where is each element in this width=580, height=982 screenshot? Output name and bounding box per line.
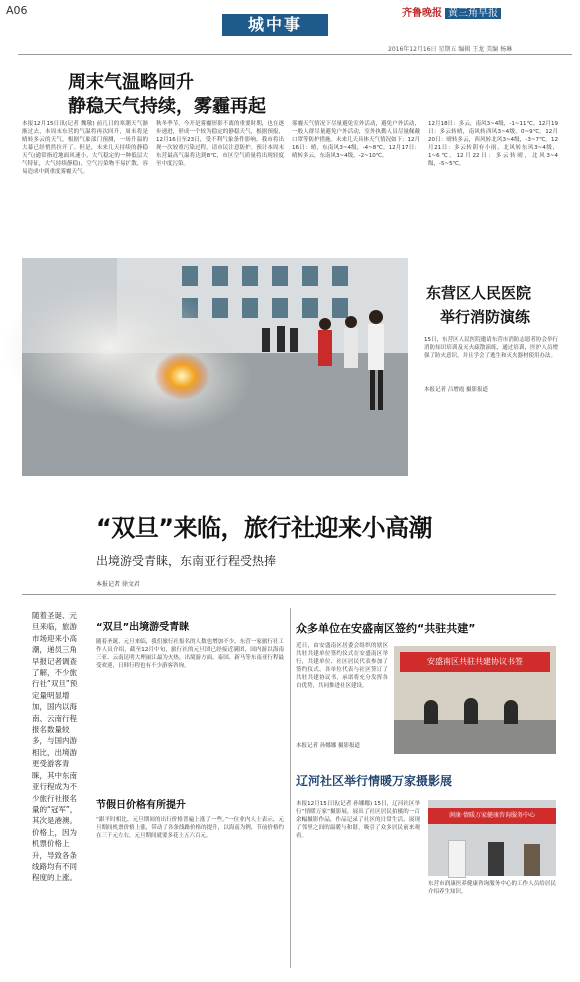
fire-drill-photo: [22, 258, 408, 476]
column-divider: [290, 608, 291, 968]
resident-2: [524, 844, 540, 876]
co-build-byline: 本报记者 孙娜娜 摄影报道: [296, 743, 360, 749]
weather-col-2: 秋冬季节，今开是雾霾形影不离的重要时期，也在逐步递进，形成一个较为稳定的静稳天气，根据预报，12月16日至23日，受不利气象条件影响，我市将出现一次较重污染过程，请市民注意防护。预计本周末东营最高气温将达到8℃，市区空气质量将出现轻度至中度污染。: [156, 121, 284, 167]
travel-subtitle: 出境游受青睐，东南亚行程受热捧: [96, 554, 277, 568]
attendee-3: [504, 700, 518, 724]
co-build-table: [394, 720, 556, 754]
travel-rule: [22, 594, 556, 595]
co-build-photo: [394, 646, 556, 754]
fire-drill-body: 15日，东营区人民医院邀请东营市消防志愿者协会举行消防知识培训及灭火疏散演练，通过培训，医护人员增强了防火意识，并且学会了逃生和灭火器材使用办法。: [424, 337, 558, 359]
weather-col-3: 雾霾天气情况下尽量避免室外活动，避免户外活动，一般人群尽量避免户外活动，室外执勤人员尽量佩戴口罩等防护措施。未来几天具体天气情况如下：12月16日：晴，东南风3~4级，-4~8℃。12月17日：晴转多云，东南风3~4级，-2~10℃。: [292, 121, 421, 159]
masthead: [402, 4, 501, 19]
attendee-1: [424, 700, 438, 724]
photo-show-photo: [428, 800, 556, 876]
masthead-name: 齐鲁晚报: [402, 8, 442, 19]
co-build-body: 近日，由安盛南区居委会组织的辖区共驻共建单位签约仪式在安盛南区举行，共建单位、社区居民代表参加了签约仪式，各单位代表与社区签订了共驻共建协议书，承诺将充分发挥各自优势，共同推进社区建设。: [296, 643, 388, 689]
fire-drill-headline-2: 举行消防演练: [440, 308, 531, 326]
photo-show-caption: 东营市润康医养健康咨询服务中心的工作人员给居民介绍养生知识。: [428, 881, 556, 895]
masthead-tag: 黄三角早报: [445, 8, 501, 19]
co-build-banner: 安盛南区共驻共建协议书签: [400, 652, 550, 672]
travel-subhead-1: “双旦”出境游受青睐: [96, 622, 190, 633]
travel-body-1: 随着圣诞、元旦来临，我们旅行社报名的人数也增加不少。东营一家旅行社工作人员介绍，截至12月中旬，旅行社的元旦团已经接近满团，国内游以海南三亚、云南昆明大理丽江最为火热，出境游方面，泰国、新马等东南亚行程最受欢迎，日韩行程也有不少游客咨询。: [96, 639, 284, 669]
fire-drill-illustration: [22, 258, 408, 476]
attendee-2: [464, 698, 478, 724]
weather-intro: 本报12月15日讯(记者 魏敬) 前几日的寒潮天气渐渐过去，本周末东营的气温将再次回升，周末将是晴转多云的天气，根据气象部门预测，一场升温的大幕已经悄然拉开了。但是，未来几天持续的静稳天气(通常指近地面风速小，大气稳定的一种低层大气特征，大气持续静稳)，空气污染物不易扩散，容易造成中到重度雾霾天气。: [22, 121, 148, 175]
travel-subhead-2: 节假日价格有所提升: [96, 800, 186, 811]
page-number: A06: [6, 4, 28, 17]
travel-byline: 本报记者 徐文君: [96, 581, 140, 588]
weather-headline-1: 周末气温略回升: [68, 72, 194, 93]
weather-forecast: 12月18日：多云，南风3~4级，-1~11℃。12月19日：多云转晴，南风转西风3~4级，0~9℃。12月20日：晴转多云，西风转北风3~4级，-3~7℃。12月21日：多云转阴有小雨，北风转东风3~4级，1~6℃。12月22日：多云转晴，北风3~4级，-5~5℃。: [428, 121, 558, 167]
travel-lead: 随着圣诞、元旦来临，旅游市场迎来小高潮，递员三角早报记者调查了解，不少旅行社“双旦”预定量明显增加，国内以海南、云南行程报名数量较多，与国内游相比，出境游更受游客青睐，其中东南亚行程成为不少旅行社报名量的“冠军”，其次是港澳。价格上，因为机票价格上升，导致各条线路均有不同程度的上涨。: [32, 611, 78, 883]
staff-1: [448, 840, 466, 878]
photo-show-body: 本报12月15日讯(记者 孙娜娜) 15日，辽河社区举行“情暖万家”摄影展，展出了社区居民拍摄的一百余幅摄影作品，作品记录了社区的日常生活，展现了邻里之间的温暖与和谐，吸引了众多居民前来观看。: [296, 801, 420, 839]
fire-drill-headline-1: 东营区人民医院: [426, 284, 532, 302]
co-build-headline: 众多单位在安盛南区签约“共驻共建”: [296, 622, 476, 635]
travel-body-2: “跟平时相比，元旦期间的出行价格普遍上涨了一些。”一位业内人士表示，元旦期间机票价格上涨，带动了各条线路价格的提升，以海南为例，节前价格约在三千元左右，元旦期间就要多花上五六百元。: [96, 817, 284, 839]
section-title: 城中事: [222, 14, 328, 36]
photo-show-headline: 辽河社区举行情暖万家摄影展: [296, 774, 453, 788]
dateline: 2016年12月16日 星期五 编辑 王龙 美编 杨琳: [388, 46, 513, 53]
weather-headline-2: 静稳天气持续，雾霾再起: [68, 96, 266, 117]
fire-drill-byline: 本报记者 吕增霞 摄影报道: [424, 387, 488, 393]
resident-1: [488, 842, 504, 876]
header-rule: [18, 54, 572, 55]
photo-show-banner: 润康·情暖万家健康咨询服务中心: [428, 808, 556, 824]
travel-headline: “双旦”来临，旅行社迎来小高潮: [96, 514, 433, 542]
